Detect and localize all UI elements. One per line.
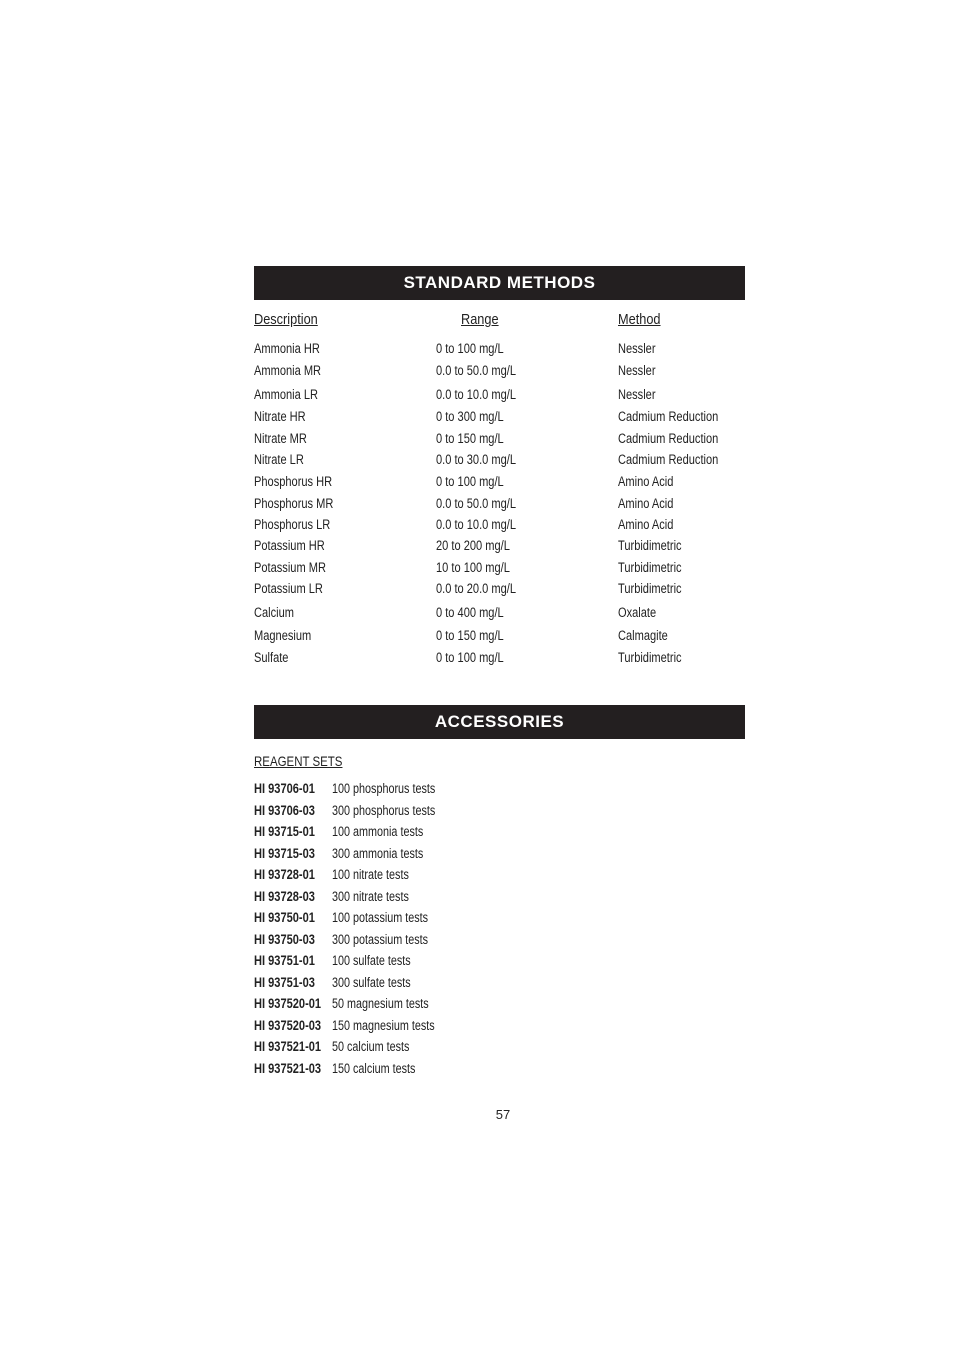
row-range: 0 to 150 mg/L	[436, 628, 504, 643]
product-description: 300 sulfate tests	[332, 974, 411, 990]
product-code: HI 93715-01	[254, 824, 315, 839]
product-description: 100 phosphorus tests	[332, 781, 436, 796]
row-method: Turbidimetric	[618, 650, 682, 665]
table-row	[0, 517, 954, 539]
row-description: Nitrate MR	[254, 431, 307, 446]
row-description: Nitrate LR	[254, 452, 304, 467]
product-description: 150 calcium tests	[332, 1060, 416, 1076]
product-code: HI 937521-01	[254, 1039, 322, 1054]
product-description: 300 nitrate tests	[332, 888, 409, 904]
row-range: 0 to 150 mg/L	[436, 431, 504, 446]
product-description: 300 phosphorus tests	[332, 802, 436, 818]
row-description: Magnesium	[254, 628, 312, 643]
row-description: Calcium	[254, 605, 294, 620]
product-description: 100 ammonia tests	[332, 824, 424, 839]
page-number: 57	[495, 1107, 511, 1122]
table-row	[0, 431, 954, 453]
product-code: HI 93750-03	[254, 931, 315, 947]
row-range: 0.0 to 10.0 mg/L	[436, 517, 517, 532]
row-range: 0 to 100 mg/L	[436, 341, 504, 356]
row-method: Cadmium Reduction	[618, 452, 719, 467]
product-description: 300 potassium tests	[332, 931, 429, 947]
product-code: HI 93751-01	[254, 953, 315, 968]
row-range: 0 to 100 mg/L	[436, 650, 504, 665]
row-range: 0.0 to 50.0 mg/L	[436, 363, 517, 378]
row-method: Cadmium Reduction	[618, 431, 719, 446]
product-code: HI 93728-03	[254, 888, 315, 904]
table-row	[0, 387, 954, 409]
column-header-description: Description	[254, 311, 318, 328]
product-code: HI 93750-01	[254, 910, 315, 925]
product-description: 100 sulfate tests	[332, 953, 411, 968]
product-code: HI 937520-01	[254, 996, 322, 1011]
row-range: 0 to 300 mg/L	[436, 409, 504, 424]
product-description: 50 magnesium tests	[332, 996, 429, 1011]
product-description: 50 calcium tests	[332, 1039, 410, 1054]
row-description: Ammonia LR	[254, 387, 318, 402]
table-row	[0, 452, 954, 474]
row-range: 0.0 to 50.0 mg/L	[436, 496, 517, 511]
product-code: HI 937520-03	[254, 1017, 322, 1033]
reagent-sets-subheading: REAGENT SETS	[254, 753, 343, 769]
row-method: Amino Acid	[618, 474, 674, 489]
row-description: Potassium MR	[254, 560, 326, 575]
column-header-method: Method	[618, 311, 661, 328]
product-code: HI 93715-03	[254, 845, 315, 861]
row-method: Calmagite	[618, 628, 668, 643]
table-row	[0, 363, 954, 385]
row-method: Oxalate	[618, 605, 657, 620]
product-code: HI 93728-01	[254, 867, 315, 882]
table-row	[0, 628, 954, 650]
table-row	[0, 341, 954, 363]
table-row	[0, 560, 954, 582]
row-range: 0.0 to 30.0 mg/L	[436, 452, 517, 467]
column-header-range: Range	[461, 311, 499, 328]
product-code: HI 93751-03	[254, 974, 315, 990]
product-description: 100 potassium tests	[332, 910, 429, 925]
row-method: Amino Acid	[618, 496, 674, 511]
row-method: Nessler	[618, 341, 656, 356]
row-range: 10 to 100 mg/L	[436, 560, 510, 575]
row-method: Turbidimetric	[618, 581, 682, 596]
table-row	[0, 605, 954, 627]
product-code: HI 93706-03	[254, 802, 315, 818]
row-method: Amino Acid	[618, 517, 674, 532]
table-row	[0, 650, 954, 672]
row-description: Potassium LR	[254, 581, 323, 596]
row-range: 0.0 to 20.0 mg/L	[436, 581, 517, 596]
row-method: Nessler	[618, 387, 656, 402]
row-range: 0.0 to 10.0 mg/L	[436, 387, 517, 402]
product-description: 100 nitrate tests	[332, 867, 409, 882]
row-method: Turbidimetric	[618, 538, 682, 553]
row-description: Ammonia HR	[254, 341, 320, 356]
standard-methods-heading: STANDARD METHODS	[254, 266, 745, 300]
row-description: Phosphorus MR	[254, 496, 334, 511]
row-description: Phosphorus LR	[254, 517, 331, 532]
row-description: Phosphorus HR	[254, 474, 333, 489]
product-description: 300 ammonia tests	[332, 845, 424, 861]
row-description: Nitrate HR	[254, 409, 306, 424]
table-row	[0, 538, 954, 560]
table-row	[0, 496, 954, 518]
accessories-heading: ACCESSORIES	[254, 705, 745, 739]
row-method: Cadmium Reduction	[618, 409, 719, 424]
table-row	[0, 581, 954, 603]
product-description: 150 magnesium tests	[332, 1017, 435, 1033]
row-description: Potassium HR	[254, 538, 325, 553]
row-range: 20 to 200 mg/L	[436, 538, 510, 553]
row-description: Ammonia MR	[254, 363, 322, 378]
product-code: HI 93706-01	[254, 781, 315, 796]
row-method: Turbidimetric	[618, 560, 682, 575]
row-description: Sulfate	[254, 650, 289, 665]
row-range: 0 to 100 mg/L	[436, 474, 504, 489]
table-row	[0, 409, 954, 431]
row-method: Nessler	[618, 363, 656, 378]
row-range: 0 to 400 mg/L	[436, 605, 504, 620]
product-code: HI 937521-03	[254, 1060, 322, 1076]
table-row	[0, 474, 954, 496]
